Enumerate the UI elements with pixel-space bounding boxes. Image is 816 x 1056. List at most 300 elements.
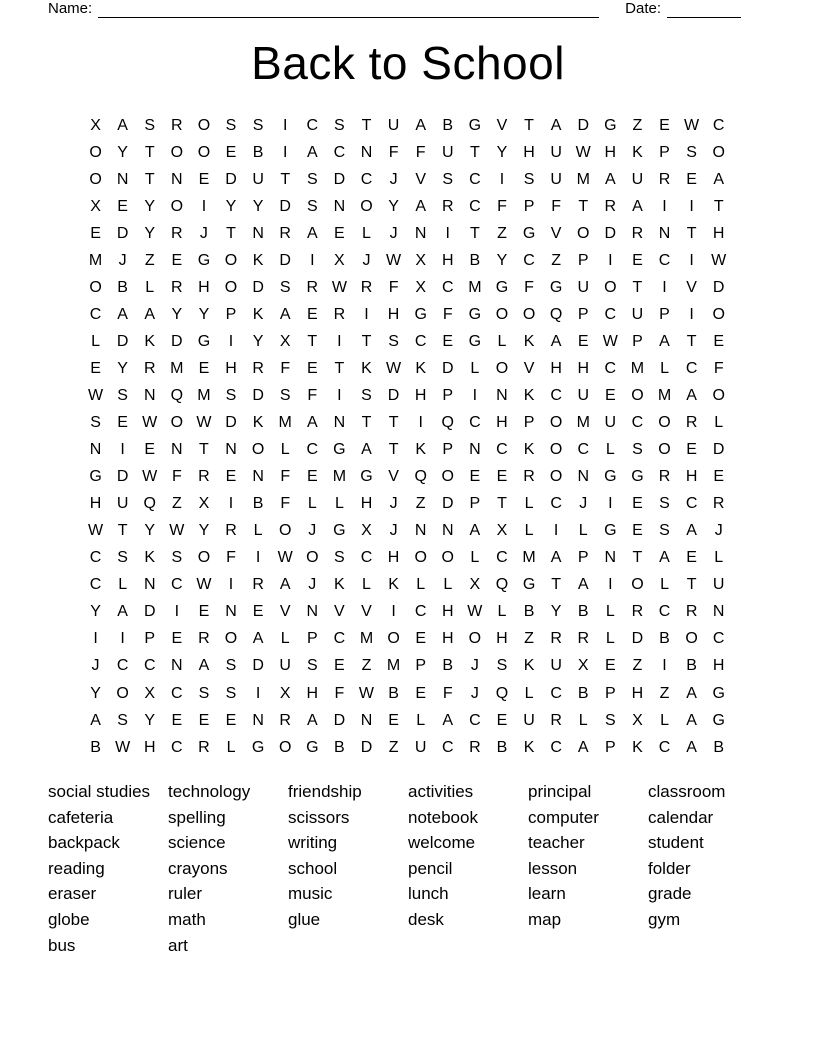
grid-letter: T	[632, 549, 643, 567]
grid-letter: E	[632, 251, 643, 269]
word-bank-item: calendar	[648, 807, 714, 827]
grid-letter: H	[550, 359, 562, 377]
grid-letter: W	[87, 386, 104, 404]
grid-letter: U	[387, 116, 400, 134]
grid-letter: I	[282, 143, 288, 161]
grid-letter: C	[441, 278, 454, 296]
grid-letter: A	[144, 305, 156, 323]
grid-letter: I	[120, 630, 125, 648]
grid-letter: L	[605, 603, 615, 621]
grid-letter: D	[387, 386, 400, 404]
grid-letter: O	[604, 278, 617, 296]
grid-letter: O	[631, 576, 644, 594]
grid-letter: L	[280, 630, 290, 648]
grid-letter: R	[523, 468, 535, 486]
word-bank-item: social studies	[48, 782, 151, 801]
grid-letter: E	[90, 224, 101, 242]
grid-letter: K	[523, 332, 535, 350]
grid-letter: I	[662, 197, 667, 215]
grid-letter: Q	[414, 468, 427, 486]
grid-letter: C	[523, 251, 535, 269]
grid-letter: J	[470, 657, 479, 675]
grid-letter: W	[467, 603, 483, 621]
grid-letter: O	[658, 414, 671, 432]
word-bank-item: student	[648, 833, 704, 853]
grid-letter: S	[171, 549, 183, 567]
grid-letter: I	[228, 332, 234, 350]
grid-letter: K	[144, 549, 156, 567]
grid-letter: X	[279, 332, 291, 350]
grid-letter: X	[279, 684, 291, 702]
grid-letter: I	[689, 197, 694, 215]
grid-letter: E	[334, 657, 345, 675]
grid-letter: H	[496, 414, 508, 432]
grid-letter: P	[225, 305, 237, 323]
grid-letter: H	[414, 386, 427, 404]
grid-letter: R	[306, 278, 319, 296]
word-bank-item: gym	[648, 909, 681, 929]
grid-letter: O	[495, 359, 509, 377]
grid-letter: M	[170, 359, 184, 377]
grid-letter: Z	[659, 684, 670, 702]
grid-letter: A	[117, 116, 128, 134]
grid-letter: E	[171, 711, 183, 729]
date-label: Date:	[625, 0, 661, 17]
grid-letter: C	[469, 170, 481, 188]
grid-letter: T	[334, 359, 345, 377]
grid-letter: U	[631, 170, 644, 188]
grid-letter: O	[360, 197, 373, 215]
grid-letter: Y	[388, 197, 399, 215]
grid-letter: J	[308, 576, 317, 594]
name-label: Name:	[48, 0, 93, 17]
grid-letter: B	[388, 684, 399, 702]
word-bank-item: writing	[288, 833, 338, 853]
grid-letter: I	[120, 441, 125, 459]
grid-letter: O	[549, 414, 563, 432]
grid-letter: G	[468, 332, 482, 350]
grid-letter: G	[468, 116, 482, 134]
grid-letter: Y	[198, 305, 210, 323]
grid-letter: U	[116, 495, 129, 513]
grid-letter: B	[252, 495, 264, 513]
word-bank-item: learn	[528, 884, 566, 904]
grid-letter: M	[197, 386, 211, 404]
grid-letter: I	[608, 251, 613, 269]
grid-letter: J	[199, 224, 208, 242]
grid-letter: C	[171, 684, 183, 702]
grid-letter: I	[255, 684, 261, 702]
grid-letter: J	[389, 224, 398, 242]
word-bank	[48, 779, 768, 958]
grid-letter: L	[524, 495, 534, 513]
grid-letter: S	[225, 116, 237, 134]
grid-letter: C	[604, 359, 617, 377]
grid-letter: E	[171, 630, 183, 648]
grid-letter: M	[657, 386, 672, 404]
grid-letter: O	[197, 116, 211, 134]
grid-letter: W	[115, 738, 131, 756]
grid-letter: S	[225, 657, 237, 675]
grid-letter: B	[90, 738, 101, 756]
grid-letter: E	[577, 332, 589, 350]
page-title: Back to School	[251, 37, 565, 89]
word-bank-item: lunch	[408, 884, 449, 904]
grid-letter: I	[553, 522, 559, 540]
grid-letter: Q	[495, 684, 509, 702]
word-bank-item: map	[528, 909, 562, 929]
grid-letter: T	[144, 170, 155, 188]
grid-letter: J	[362, 251, 371, 269]
grid-letter: O	[387, 630, 400, 648]
grid-letter: R	[198, 630, 210, 648]
grid-letter: K	[252, 305, 264, 323]
grid-letter: D	[333, 170, 346, 188]
grid-letter: F	[307, 386, 318, 404]
grid-letter: N	[225, 441, 237, 459]
grid-letter: K	[361, 359, 372, 377]
grid-letter: E	[415, 684, 426, 702]
grid-letter: I	[228, 576, 234, 594]
grid-letter: G	[631, 468, 644, 486]
grid-letter: L	[226, 738, 236, 756]
grid-letter: F	[415, 143, 426, 161]
grid-letter: P	[442, 441, 454, 459]
grid-letter: I	[391, 603, 396, 621]
grid-letter: N	[360, 143, 373, 161]
grid-letter: D	[712, 441, 725, 459]
grid-letter: F	[388, 278, 399, 296]
grid-letter: Y	[550, 603, 562, 621]
grid-letter: E	[306, 359, 318, 377]
grid-letter: U	[252, 170, 264, 188]
grid-letter: T	[713, 197, 724, 215]
grid-letter: R	[198, 738, 210, 756]
grid-letter: U	[712, 576, 725, 594]
grid-letter: A	[415, 197, 426, 215]
grid-letter: S	[225, 684, 237, 702]
grid-letter: C	[116, 657, 129, 675]
grid-letter: R	[252, 359, 264, 377]
grid-letter: B	[442, 657, 454, 675]
grid-letter: N	[577, 468, 590, 486]
grid-letter: P	[442, 386, 454, 404]
grid-letter: J	[579, 495, 588, 513]
grid-letter: L	[605, 630, 615, 648]
date-input-line[interactable]	[667, 1, 741, 18]
grid-letter: G	[414, 305, 427, 323]
grid-letter: T	[199, 441, 209, 459]
grid-letter: C	[604, 305, 617, 323]
grid-letter: W	[386, 359, 402, 377]
grid-letter: N	[143, 576, 156, 594]
grid-letter: O	[712, 386, 725, 404]
word-bank-item: backpack	[48, 833, 120, 853]
grid-letter: P	[469, 495, 481, 513]
grid-letter: E	[713, 332, 725, 350]
grid-letter: K	[523, 441, 535, 459]
grid-letter: Z	[524, 630, 534, 648]
grid-letter: E	[659, 116, 670, 134]
word-bank-item: math	[168, 909, 206, 929]
grid-letter: L	[660, 711, 669, 729]
grid-letter: E	[198, 170, 210, 188]
grid-letter: O	[224, 251, 238, 269]
word-bank-item: bus	[48, 935, 76, 955]
grid-letter: B	[496, 738, 508, 756]
grid-letter: F	[442, 684, 453, 702]
grid-letter: L	[470, 359, 480, 377]
grid-letter: D	[252, 278, 264, 296]
word-bank-item: grade	[648, 884, 692, 904]
grid-letter: Y	[117, 143, 128, 161]
grid-letter: F	[280, 359, 291, 377]
grid-letter: X	[469, 576, 481, 594]
grid-letter: Y	[90, 684, 101, 702]
grid-letter: H	[523, 143, 535, 161]
grid-letter: S	[306, 197, 318, 215]
grid-letter: R	[171, 278, 183, 296]
grid-letter: A	[279, 305, 291, 323]
grid-letter: S	[334, 549, 345, 567]
grid-letter: L	[91, 332, 100, 350]
grid-letter: X	[361, 522, 372, 540]
grid-letter: R	[604, 197, 617, 215]
grid-letter: R	[143, 359, 156, 377]
grid-letter: N	[252, 224, 264, 242]
grid-letter: S	[117, 549, 128, 567]
grid-letter: A	[686, 386, 697, 404]
grid-letter: O	[631, 386, 644, 404]
grid-letter: G	[306, 738, 319, 756]
grid-letter: P	[659, 305, 670, 323]
grid-letter: X	[144, 684, 156, 702]
grid-letter: L	[443, 576, 453, 594]
grid-letter: L	[280, 441, 290, 459]
grid-letter: E	[90, 359, 101, 377]
grid-letter: Y	[144, 197, 156, 215]
grid-letter: N	[496, 386, 508, 404]
grid-letter: F	[442, 305, 453, 323]
word-bank-item: music	[288, 884, 333, 904]
word-bank-item: crayons	[168, 858, 228, 878]
grid-letter: N	[712, 603, 725, 621]
grid-letter: B	[469, 251, 481, 269]
grid-letter: N	[414, 224, 427, 242]
grid-letter: A	[306, 224, 318, 242]
grid-letter: T	[361, 414, 372, 432]
grid-letter: E	[686, 549, 697, 567]
grid-letter: L	[470, 549, 480, 567]
grid-letter: H	[712, 657, 725, 675]
grid-letter: R	[685, 414, 698, 432]
grid-letter: L	[253, 522, 263, 540]
grid-letter: Y	[252, 332, 264, 350]
grid-letter: L	[334, 495, 344, 513]
grid-letter: H	[577, 359, 590, 377]
grid-letter: E	[442, 332, 454, 350]
grid-letter: A	[306, 414, 318, 432]
grid-letter: K	[334, 576, 345, 594]
grid-letter: E	[171, 251, 183, 269]
grid-letter: M	[359, 630, 374, 648]
grid-letter: C	[550, 495, 562, 513]
grid-letter: T	[551, 576, 562, 594]
grid-letter: U	[577, 278, 590, 296]
grid-letter: E	[198, 359, 210, 377]
grid-letter: P	[604, 684, 616, 702]
grid-letter: K	[523, 738, 535, 756]
grid-letter: J	[389, 522, 398, 540]
grid-letter: R	[469, 738, 481, 756]
grid-letter: C	[306, 441, 319, 459]
grid-letter: A	[577, 738, 589, 756]
grid-letter: H	[712, 224, 725, 242]
grid-letter: X	[334, 251, 345, 269]
grid-letter: O	[306, 549, 319, 567]
grid-letter: C	[89, 305, 102, 323]
grid-letter: A	[90, 711, 101, 729]
grid-letter: G	[604, 522, 617, 540]
grid-letter: E	[496, 711, 508, 729]
grid-letter: O	[577, 224, 590, 242]
grid-letter: N	[89, 441, 102, 459]
grid-letter: J	[470, 684, 479, 702]
grid-letter: A	[198, 657, 210, 675]
grid-letter: E	[604, 657, 616, 675]
grid-letter: B	[252, 143, 264, 161]
grid-letter: D	[252, 657, 264, 675]
grid-letter: H	[306, 684, 319, 702]
grid-letter: O	[549, 468, 563, 486]
grid-letter: F	[334, 684, 345, 702]
word-bank-item: lesson	[528, 858, 578, 878]
grid-letter: O	[89, 170, 102, 188]
grid-letter: E	[306, 468, 318, 486]
grid-letter: T	[469, 143, 480, 161]
grid-letter: O	[278, 522, 292, 540]
grid-letter: S	[279, 386, 291, 404]
grid-letter: I	[337, 386, 342, 404]
grid-letter: L	[416, 576, 426, 594]
grid-letter: E	[388, 711, 399, 729]
grid-letter: Z	[632, 657, 643, 675]
grid-letter: D	[279, 197, 291, 215]
grid-letter: W	[142, 414, 158, 432]
grid-letter: N	[333, 197, 346, 215]
grid-letter: Z	[415, 495, 426, 513]
grid-letter: T	[388, 441, 399, 459]
grid-letter: I	[93, 630, 98, 648]
grid-letter: C	[550, 386, 562, 404]
grid-letter: N	[441, 522, 454, 540]
grid-letter: B	[523, 603, 535, 621]
word-bank-item: school	[288, 858, 338, 878]
grid-letter: I	[608, 576, 613, 594]
grid-letter: E	[415, 630, 426, 648]
grid-letter: Z	[497, 224, 507, 242]
word-bank-column	[168, 779, 288, 958]
grid-letter: T	[388, 414, 399, 432]
grid-letter: R	[225, 522, 237, 540]
grid-letter: R	[631, 224, 644, 242]
grid-letter: O	[224, 630, 238, 648]
grid-letter: A	[659, 549, 670, 567]
grid-letter: P	[144, 630, 156, 648]
grid-letter: S	[361, 386, 372, 404]
word-bank-column	[288, 779, 408, 958]
word-bank-item: principal	[528, 782, 592, 801]
grid-letter: S	[225, 386, 237, 404]
grid-letter: R	[550, 630, 562, 648]
grid-letter: T	[686, 224, 697, 242]
grid-letter: V	[279, 603, 291, 621]
grid-letter: J	[389, 495, 398, 513]
grid-letter: Y	[496, 251, 508, 269]
grid-letter: A	[659, 332, 670, 350]
grid-letter: T	[361, 116, 372, 134]
grid-letter: O	[170, 197, 184, 215]
grid-letter: S	[604, 711, 616, 729]
grid-letter: O	[170, 143, 184, 161]
grid-letter: B	[659, 630, 670, 648]
grid-letter: P	[659, 143, 670, 161]
grid-letter: H	[225, 359, 237, 377]
word-bank-item: pencil	[408, 858, 453, 878]
grid-letter: D	[116, 332, 129, 350]
grid-letter: M	[332, 468, 347, 486]
grid-letter: G	[522, 224, 536, 242]
grid-letter: U	[414, 738, 427, 756]
grid-letter: E	[604, 386, 616, 404]
grid-letter: G	[712, 711, 725, 729]
grid-letter: D	[225, 170, 237, 188]
grid-letter: W	[358, 684, 375, 702]
grid-letter: Q	[495, 576, 509, 594]
name-input-line[interactable]	[98, 1, 599, 18]
grid-letter: M	[468, 278, 482, 296]
grid-letter: A	[550, 549, 562, 567]
grid-letter: G	[251, 738, 265, 756]
grid-letter: D	[441, 495, 454, 513]
grid-letter: I	[337, 332, 342, 350]
grid-letter: A	[361, 441, 372, 459]
grid-letter: N	[171, 657, 183, 675]
grid-letter: P	[632, 332, 643, 350]
grid-letter: B	[442, 116, 454, 134]
grid-letter: E	[225, 143, 237, 161]
grid-letter: V	[388, 468, 399, 486]
grid-letter: T	[226, 224, 236, 242]
grid-letter: L	[307, 495, 317, 513]
word-bank-column	[648, 779, 768, 958]
grid-letter: I	[282, 116, 288, 134]
grid-letter: D	[441, 359, 454, 377]
grid-letter: Q	[143, 495, 156, 513]
grid-letter: W	[277, 549, 293, 567]
grid-letter: I	[310, 251, 315, 269]
grid-letter: E	[469, 468, 481, 486]
grid-letter: I	[472, 386, 478, 404]
grid-letter: K	[523, 657, 535, 675]
grid-letter: G	[333, 441, 346, 459]
grid-letter: N	[252, 711, 264, 729]
grid-letter: G	[360, 468, 373, 486]
grid-letter: O	[224, 278, 238, 296]
grid-letter: G	[197, 332, 211, 350]
grid-letter: X	[198, 495, 210, 513]
grid-letter: Y	[90, 603, 101, 621]
